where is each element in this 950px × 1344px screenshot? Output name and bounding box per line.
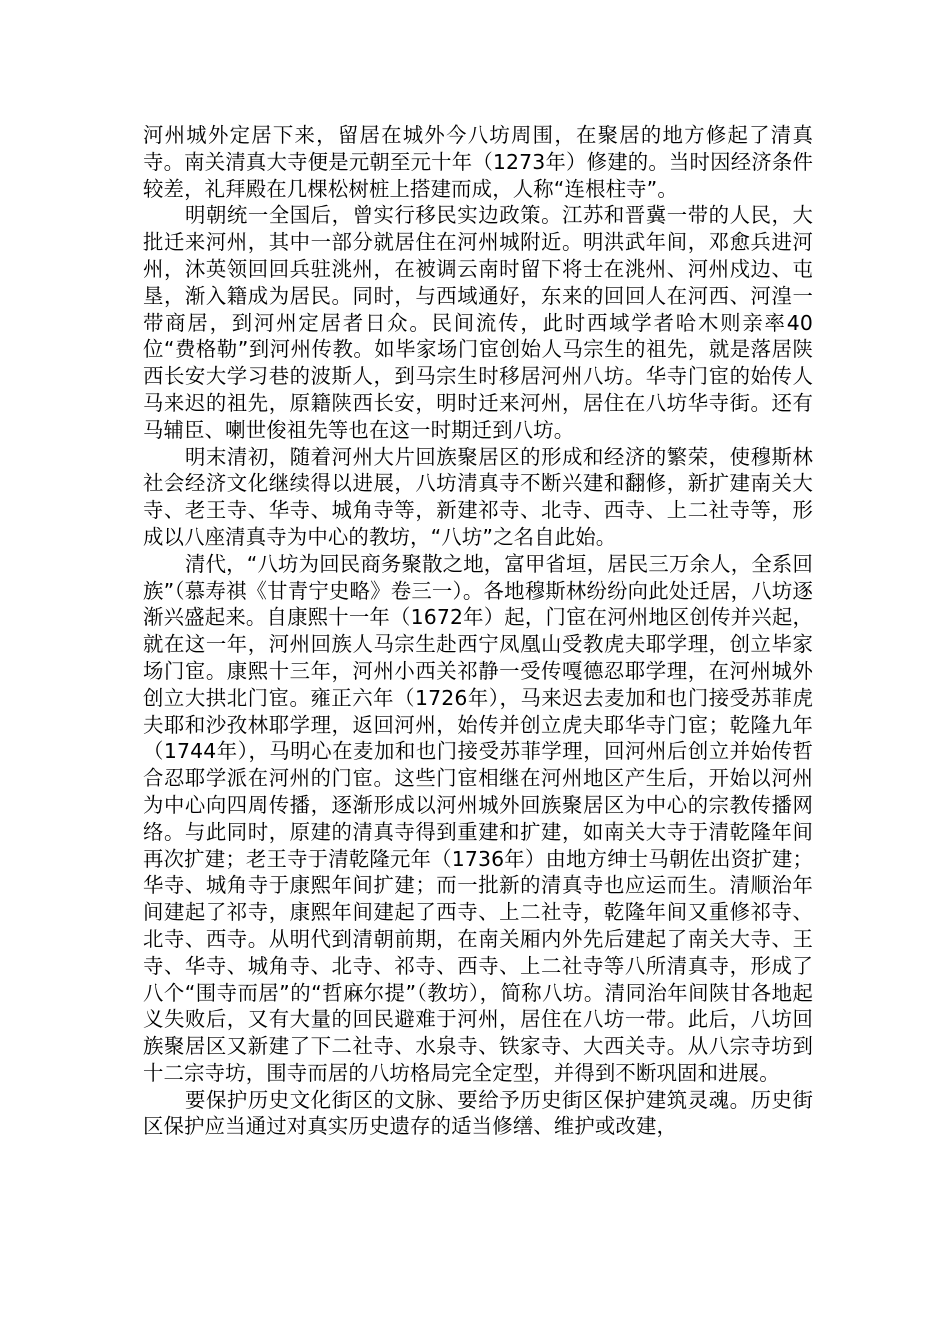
paragraph-3: 明末清初，随着河州大片回族聚居区的形成和经济的繁荣，使穆斯林社会经济文化继续得以进展，八坊清真寺不断兴建和翻修，新扩建南关大寺、老王寺、华寺、城角寺等，新建祁寺、北寺、西寺、上二社寺等，形成以八座清真寺为中心的教坊，“八坊”之名自此始。 bbox=[143, 444, 813, 549]
paragraph-1: 河州城外定居下来，留居在城外今八坊周围，在聚居的地方修起了清真寺。南关清真大寺便是元朝至元十年（1273年）修建的。当时因经济条件较差，礼拜殿在几棵松树桩上搭建而成，人称“连根柱寺”。 bbox=[143, 123, 813, 201]
paragraph-2: 明朝统一全国后，曾实行移民实边政策。江苏和晋冀一带的人民，大批迁来河州，其中一部分就居住在河州城附近。明洪武年间，邓愈兵进河州，沐英领回回兵驻洮州，在被调云南时留下将士在洮州、河州戍边、屯垦，渐入籍成为居民。同时，与西域通好，东来的回回人在河西、河湟一带商居，到河州定居者日众。民间流传，此时西域学者哈木则亲率40位“费格勒”到河州传教。如毕家场门宦创始人马宗生的祖先，就是落居陕西长安大学习巷的波斯人，到马宗生时移居河州八坊。华寺门宦的始传人马来迟的祖先，原籍陕西长安，明时迁来河州，居住在八坊华寺街。还有马辅臣、喇世俊祖先等也在这一时期迁到八坊。 bbox=[143, 203, 813, 442]
document-body bbox=[143, 122, 813, 1140]
paragraph-4: 清代，“八坊为回民商务聚散之地，富甲省垣，居民三万余人，全系回族”（慕寿祺《甘青宁史略》卷三一）。各地穆斯林纷纷向此处迁居，八坊逐渐兴盛起来。自康熙十一年（1672年）起，门宦在河州地区创传并兴起，就在这一年，河州回族人马宗生赴西宁凤凰山受教虎夫耶学理，创立毕家场门宦。康熙十三年，河州小西关祁静一受传嘎德忍耶学理，在河州城外创立大拱北门宦。雍正六年（1726年），马来迟去麦加和也门接受苏菲虎夫耶和沙孜林耶学理，返回河州，始传并创立虎夫耶华寺门宦；乾隆九年（1744年），马明心在麦加和也门接受苏菲学理，回河州后创立并始传哲合忍耶学派在河州的门宦。这些门宦相继在河州地区产生后，开始以河州为中心向四周传播，逐渐形成以河州城外回族聚居区为中心的宗教传播网络。与此同时，原建的清真寺得到重建和扩建，如南关大寺于清乾隆年间再次扩建；老王寺于清乾隆元年（1736年）由地方绅士马朝佐出资扩建；华寺、城角寺于康熙年间扩建；而一批新的清真寺也应运而生。清顺治年间建起了祁寺，康熙年间建起了西寺、上二社寺，乾隆年间又重修祁寺、北寺、西寺。从明代到清朝前期，在南关厢内外先后建起了南关大寺、王寺、华寺、城角寺、北寺、祁寺、西寺、上二社寺等八所清真寺，形成了八个“围寺而居”的“哲麻尔提”（教坊），简称八坊。清同治年间陕甘各地起义失败后，又有大量的回民避难于河州，居住在八坊一带。此后，八坊回族聚居区又新建了下二社寺、水泉寺、铁家寺、大西关寺。从八宗寺坊到十二宗寺坊，围寺而居的八坊格局完全定型，并得到不断巩固和进展。 bbox=[143, 551, 813, 1085]
paragraph-5: 要保护历史文化街区的文脉、要给予历史街区保护建筑灵魂。历史街区保护应当通过对真实历史遗存的适当修缮、维护或改建， bbox=[143, 1087, 813, 1139]
